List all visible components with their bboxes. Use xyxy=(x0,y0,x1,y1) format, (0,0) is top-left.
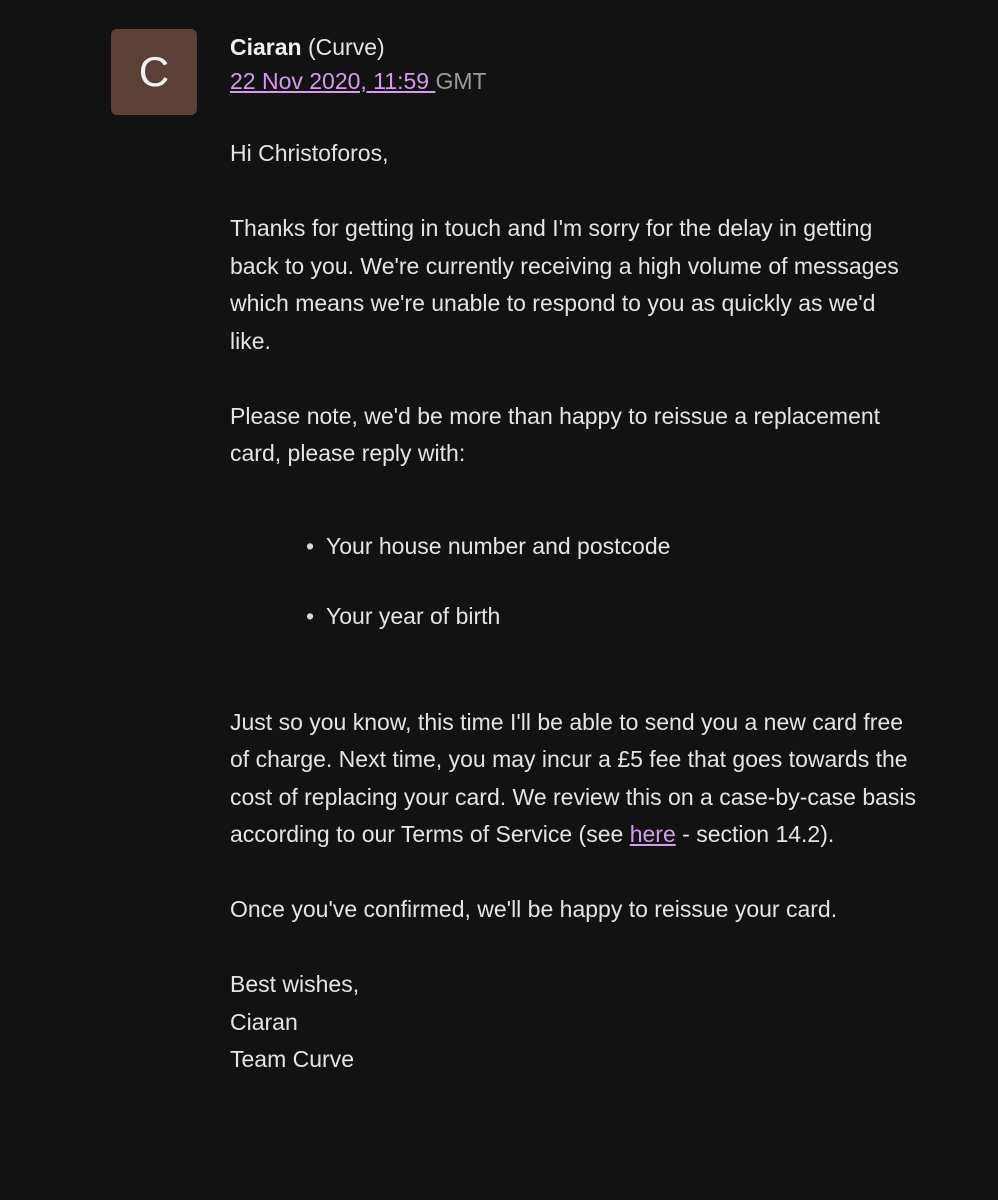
message-header xyxy=(230,30,487,98)
list-item xyxy=(306,599,920,633)
terms-link[interactable]: here xyxy=(629,821,676,847)
list-item-text: Your house number and postcode xyxy=(326,532,671,559)
date-link[interactable]: 22 Nov 2020, 11:59 xyxy=(230,68,436,94)
bullet-icon: • xyxy=(306,602,315,629)
paragraph-fee-notice xyxy=(230,704,920,854)
paragraph-apology: Thanks for getting in touch and I'm sorry for the delay in getting back to you. We're currently receiving a high volume of messages which means we're unable to respond to you as quickly as we'd like. xyxy=(230,215,899,354)
list-item-text: Your year of birth xyxy=(326,602,501,629)
requirements-list xyxy=(230,529,920,633)
signature-name: Ciaran xyxy=(230,1008,298,1035)
sender-avatar xyxy=(111,29,197,115)
fee-notice-tail: - section 14.2). xyxy=(675,821,835,847)
greeting: Hi Christoforos, xyxy=(230,140,389,166)
timestamp-line xyxy=(230,64,487,98)
list-item xyxy=(306,529,920,563)
paragraph-request: Please note, we'd be more than happy to reissue a replacement card, please reply with: xyxy=(230,402,881,466)
signature-team: Team Curve xyxy=(230,1046,354,1072)
fee-notice-text: Just so you know, this time I'll be able to send you a new card free of charge. Next time, you may incur a £5 fee that goes towards the cost of replacing your card. We review this on a case-by-case basis according to our Terms of Service (see xyxy=(230,708,917,847)
sender-org: (Curve) xyxy=(307,34,385,60)
message-body xyxy=(230,135,920,1079)
paragraph-confirmation: Once you've confirmed, we'll be happy to reissue your card. xyxy=(230,896,838,922)
sender-name: Ciaran xyxy=(230,34,302,60)
signoff: Best wishes, xyxy=(230,971,360,997)
signature-block xyxy=(230,966,920,1079)
sender-line xyxy=(230,30,487,64)
avatar-letter: C xyxy=(138,48,170,95)
bullet-icon: • xyxy=(306,532,315,559)
timezone-label: GMT xyxy=(435,68,487,94)
